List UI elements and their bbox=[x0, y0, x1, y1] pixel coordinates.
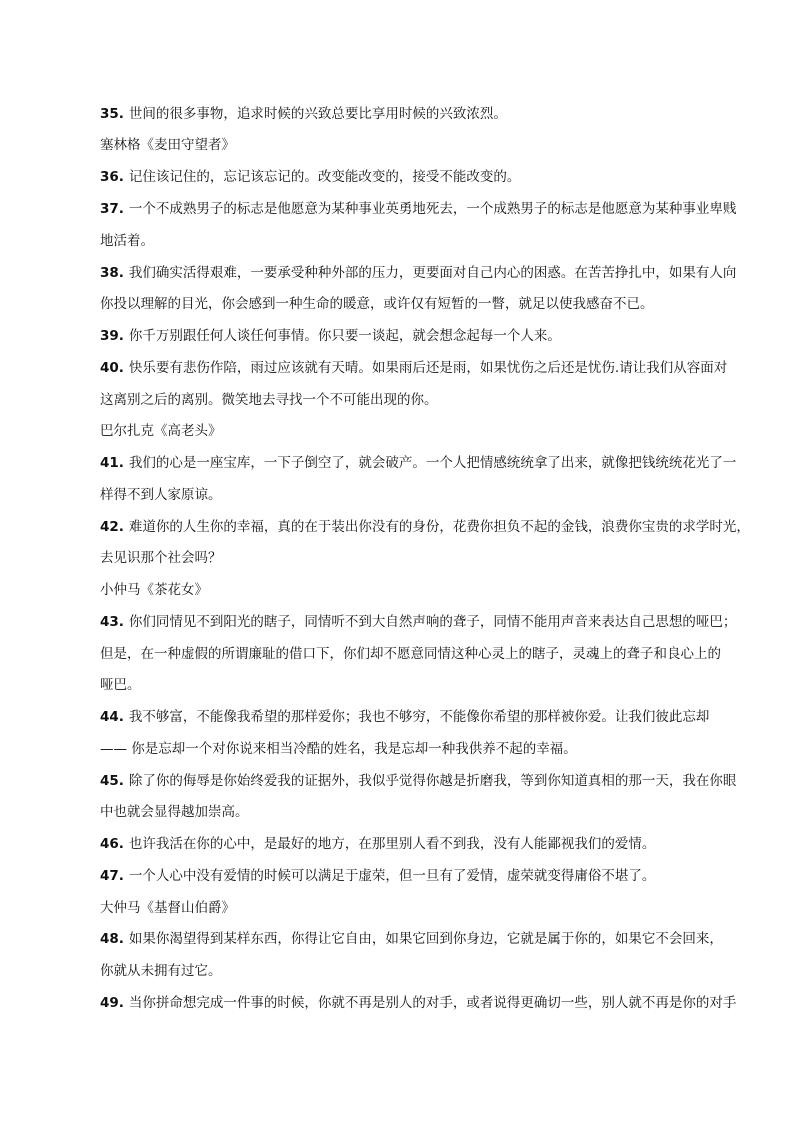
quote-item bbox=[100, 326, 561, 346]
quote-item bbox=[100, 358, 727, 378]
quote-number: 40. bbox=[100, 360, 124, 376]
quote-number: 41. bbox=[100, 455, 124, 471]
quote-item bbox=[100, 612, 736, 632]
quote-continuation: 样得不到人家原谅。 bbox=[100, 487, 222, 503]
author-heading: 巴尔扎克《高老头》 bbox=[100, 423, 222, 439]
quote-item bbox=[100, 517, 750, 537]
quote-text: 记住该记住的，忘记该忘记的。改变能改变的，接受不能改变的。 bbox=[128, 169, 521, 185]
quote-text: 当你拼命想完成一件事的时候，你就不再是别人的对手，或者说得更确切一些，别人就不再是你的对手 bbox=[128, 995, 737, 1011]
quote-text: 除了你的侮辱是你始终爱我的证据外，我似乎觉得你越是折磨我，等到你知道真相的那一天，我在你眼 bbox=[128, 773, 737, 789]
quote-item bbox=[100, 263, 736, 283]
quote-continuation: 这离别之后的离别。微笑地去寻找一个不可能出现的你。 bbox=[100, 392, 438, 408]
quote-item bbox=[100, 167, 520, 187]
quote-number: 48. bbox=[100, 931, 124, 947]
quote-text: 如果你渴望得到某样东西，你得让它自由，如果它回到你身边，它就是属于你的，如果它不会回来， bbox=[128, 931, 723, 947]
quote-item bbox=[100, 199, 736, 219]
quote-text: 一个人心中没有爱情的时候可以满足于虚荣，但一旦有了爱情，虚荣就变得庸俗不堪了。 bbox=[128, 868, 656, 884]
quote-text: 也许我活在你的心中，是最好的地方，在那里别人看不到我，没有人能鄙视我们的爱情。 bbox=[128, 836, 656, 852]
quote-number: 38. bbox=[100, 265, 124, 281]
quote-continuation: 哑巴。 bbox=[100, 677, 141, 693]
quote-text: 难道你的人生你的幸福，真的在于装出你没有的身份，花费你担负不起的金钱，浪费你宝贵的求学时光， bbox=[128, 519, 750, 535]
quote-item bbox=[100, 104, 507, 124]
quote-number: 37. bbox=[100, 201, 124, 217]
quote-text: 你们同情见不到阳光的瞎子，同情听不到大自然声响的聋子，同情不能用声音来表达自己思想的哑巴； bbox=[128, 614, 737, 630]
quote-item bbox=[100, 929, 723, 949]
quote-continuation: —— 你是忘却一个对你说来相当冷酷的姓名，我是忘却一种我供养不起的幸福。 bbox=[100, 741, 577, 757]
quote-text: 我们的心是一座宝库，一下子倒空了，就会破产。一个人把情感统统拿了出来，就像把钱统统花光了一 bbox=[128, 455, 737, 471]
quote-item bbox=[100, 993, 736, 1013]
quote-continuation: 你就从未拥有过它。 bbox=[100, 963, 222, 979]
quote-text: 世间的很多事物，追求时候的兴致总要比享用时候的兴致浓烈。 bbox=[128, 106, 507, 122]
quote-number: 49. bbox=[100, 995, 124, 1011]
quote-number: 46. bbox=[100, 836, 124, 852]
quote-number: 36. bbox=[100, 169, 124, 185]
quote-number: 45. bbox=[100, 773, 124, 789]
author-heading: 小仲马《茶花女》 bbox=[100, 582, 208, 598]
quote-item bbox=[100, 707, 709, 727]
quote-continuation: 你投以理解的目光，你会感到一种生命的暖意，或许仅有短暂的一瞥，就足以使我感奋不已。 bbox=[100, 296, 654, 312]
quote-number: 35. bbox=[100, 106, 124, 122]
quote-number: 39. bbox=[100, 328, 124, 344]
quote-item bbox=[100, 453, 736, 473]
quote-text: 一个不成熟男子的标志是他愿意为某种事业英勇地死去，一个成熟男子的标志是他愿意为某种事业卑贱 bbox=[128, 201, 737, 217]
quote-continuation: 但是，在一种虚假的所谓廉耻的借口下，你们却不愿意同情这种心灵上的瞎子，灵魂上的聋子和良心上的 bbox=[100, 646, 721, 662]
quote-continuation: 地活着。 bbox=[100, 233, 154, 249]
quote-text: 你千万别跟任何人谈任何事情。你只要一谈起，就会想念起每一个人来。 bbox=[128, 328, 561, 344]
quote-continuation: 中也就会显得越加崇高。 bbox=[100, 804, 249, 820]
quote-text: 我不够富，不能像我希望的那样爱你；我也不够穷，不能像你希望的那样被你爱。让我们彼此忘却 bbox=[128, 709, 710, 725]
quote-item bbox=[100, 771, 736, 791]
quote-number: 42. bbox=[100, 519, 124, 535]
author-heading: 塞林格《麦田守望者》 bbox=[100, 137, 235, 153]
quote-item bbox=[100, 834, 655, 854]
quote-number: 44. bbox=[100, 709, 124, 725]
author-heading: 大仲马《基督山伯爵》 bbox=[100, 900, 235, 916]
quote-text: 我们确实活得艰难，一要承受种种外部的压力，更要面对自己内心的困惑。在苦苦挣扎中，如果有人向 bbox=[128, 265, 737, 281]
quote-number: 43. bbox=[100, 614, 124, 630]
quote-continuation: 去见识那个社会吗？ bbox=[100, 550, 222, 566]
quote-text: 快乐要有悲伤作陪，雨过应该就有天晴。如果雨后还是雨，如果忧伤之后还是忧伤.请让我们从容面对 bbox=[128, 360, 728, 376]
quote-number: 47. bbox=[100, 868, 124, 884]
quote-item bbox=[100, 866, 655, 886]
